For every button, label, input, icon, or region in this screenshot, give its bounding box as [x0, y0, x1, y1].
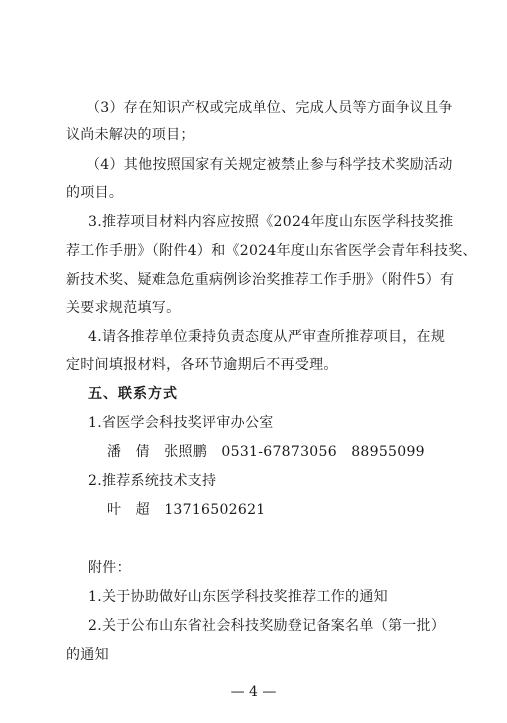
paragraph3-line3: 新技术奖、疑难急危重病例诊治奖推荐工作手册》（附件5）有: [66, 272, 455, 288]
paragraph4-line2: 定时间填报材料，各环节逾期后不再受理。: [66, 357, 338, 373]
contact-office: 1.省医学会科技奖评审办公室: [88, 415, 274, 431]
contact-heading: 五、联系方式: [88, 386, 178, 402]
item3-line2: 议尚未解决的项目；: [66, 127, 195, 143]
item4-line2: 的项目。: [66, 185, 124, 201]
attachment-item-2-line2: 的通知: [66, 647, 109, 663]
contact-office-people: 潘 倩 张照鹏 0531-67873056 88955099: [107, 444, 425, 460]
paragraph3-line1: 3.推荐项目材料内容应按照《2024年度山东医学科技奖推: [88, 214, 454, 230]
contact-tech-people: 叶 超 13716502621: [107, 502, 266, 518]
item4-line1: （4）其他按照国家有关规定被禁止参与科学技术奖励活动: [86, 157, 453, 173]
attachment-item-1: 1.关于协助做好山东医学科技奖推荐工作的通知: [88, 589, 388, 605]
contact-tech: 2.推荐系统技术支持: [88, 473, 217, 489]
page-number: — 4 —: [230, 684, 277, 700]
attachments-label: 附件：: [88, 560, 131, 576]
attachment-item-2-line1: 2.关于公布山东省社会科技奖励登记备案名单（第一批）: [88, 618, 446, 634]
paragraph3-line2: 荐工作手册》（附件4）和《2024年度山东省医学会青年科技奖、: [66, 243, 477, 259]
item3-line1: （3）存在知识产权或完成单位、完成人员等方面争议且争: [86, 100, 453, 116]
paragraph4-line1: 4.请各推荐单位秉持负责态度从严审查所推荐项目，在规: [88, 329, 446, 345]
paragraph3-line4: 关要求规范填写。: [66, 300, 181, 316]
